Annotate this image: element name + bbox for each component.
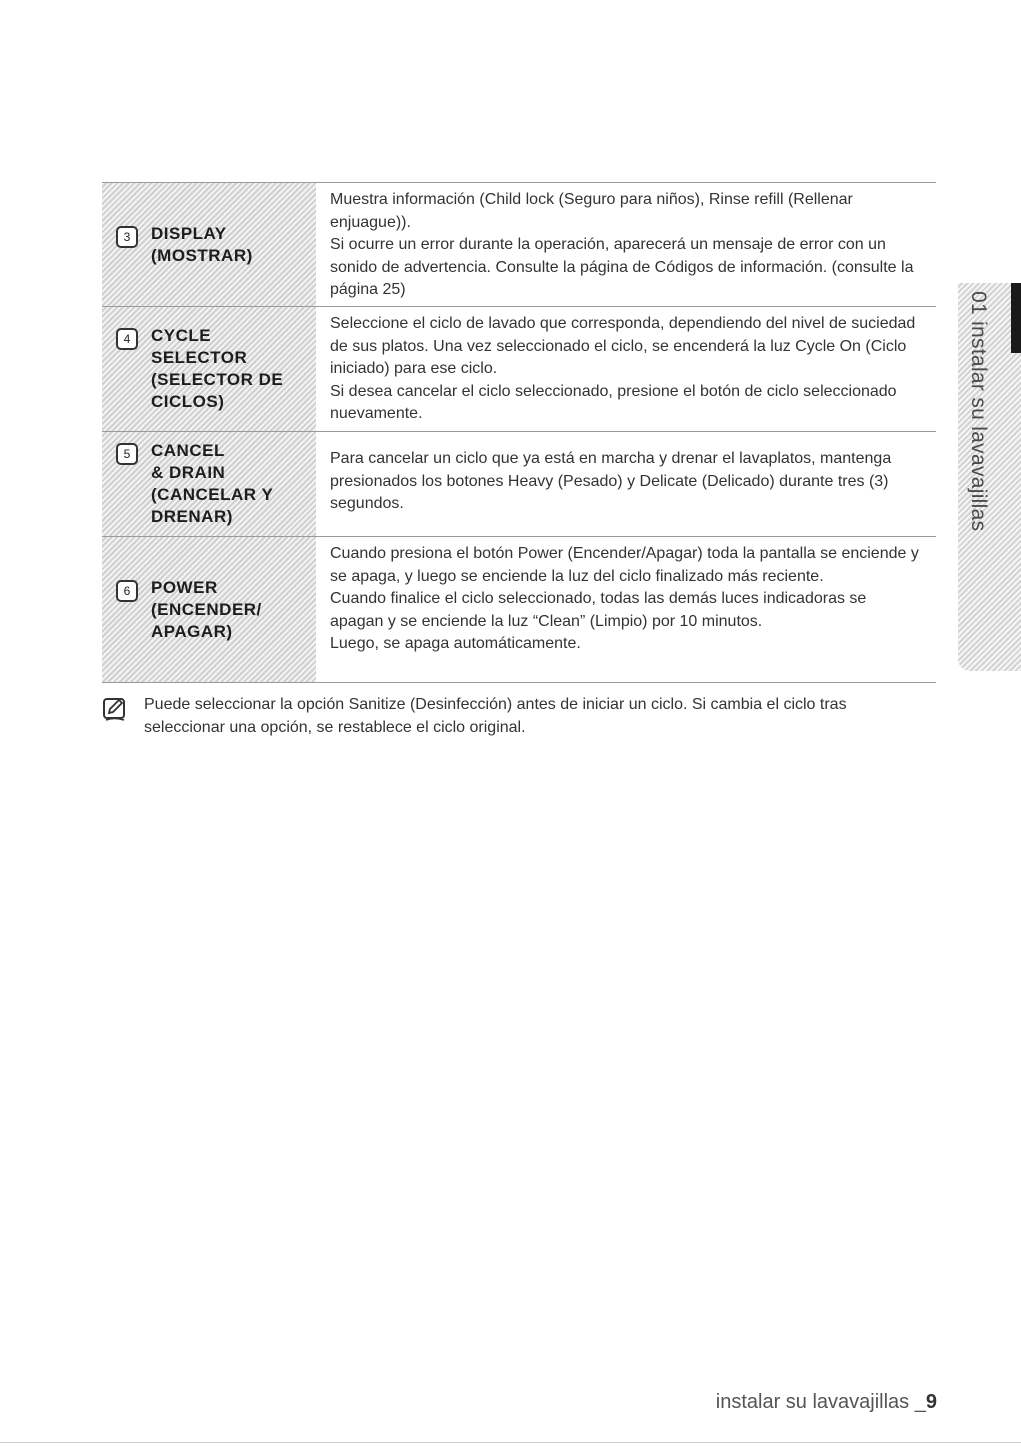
label-line: DISPLAY	[151, 223, 227, 243]
label-line: CANCEL	[151, 441, 225, 460]
label-line: APAGAR)	[151, 621, 233, 641]
label-line: CYCLE	[151, 326, 212, 345]
label-line: DRENAR)	[151, 507, 233, 526]
label-line: (SELECTOR DE	[151, 370, 284, 389]
note-text: Puede seleccionar la opción Sanitize (Desinfección) antes de iniciar un ciclo. Si cambia el ciclo tras seleccionar una opción, se restablece el ciclo original.	[144, 696, 847, 736]
label-line: SELECTOR	[151, 348, 248, 367]
description-cell	[316, 537, 936, 682]
chapter-tab	[958, 283, 1021, 671]
control-label	[151, 440, 273, 528]
number-badge: 4	[116, 328, 138, 350]
description-cell	[316, 432, 936, 536]
description-paragraph: Para cancelar un ciclo que ya está en marcha y drenar el lavaplatos, mantenga presionados los botones Heavy (Pesado) y Delicate (Delicado) durante tres (3) segundos.	[330, 450, 892, 512]
control-label	[151, 577, 262, 643]
label-line: CICLOS)	[151, 392, 225, 411]
bottom-rule	[0, 1442, 1021, 1443]
controls-table	[102, 182, 936, 683]
description-paragraph: Cuando finalice el ciclo seleccionado, todas las demás luces indicadoras se apagan y se enciende la luz “Clean” (Limpio) por 10 minutos.	[330, 590, 867, 630]
label-line: POWER	[151, 577, 218, 597]
chapter-tab-bar	[1011, 283, 1021, 353]
label-line: (MOSTRAR)	[151, 245, 253, 265]
label-cell	[102, 307, 316, 431]
label-line: (CANCELAR Y	[151, 485, 274, 504]
description-cell	[316, 307, 936, 431]
note-icon	[102, 696, 130, 739]
page-number: 9	[925, 1391, 937, 1413]
description-paragraph: Muestra información (Child lock (Seguro para niños), Rinse refill (Rellenar enjuague)).	[330, 191, 853, 231]
number-badge: 3	[116, 226, 138, 248]
label-cell	[102, 537, 316, 682]
control-label	[151, 325, 283, 413]
page-footer	[716, 1391, 937, 1414]
description-paragraph: Si desea cancelar el ciclo seleccionado, presione el botón de ciclo seleccionado nuevamente.	[330, 382, 897, 422]
footer-text: instalar su lavavajillas _	[715, 1391, 926, 1413]
label-cell	[102, 432, 316, 536]
label-line: (ENCENDER/	[151, 599, 262, 619]
table-row	[102, 183, 936, 307]
description-paragraph: Seleccione el ciclo de lavado que corresponda, dependiendo del nivel de suciedad de sus platos. Una vez seleccionado el ciclo, se encenderá la luz Cycle On (Ciclo iniciado) para ese ciclo.	[330, 315, 916, 377]
label-line: & DRAIN	[151, 463, 226, 482]
table-row	[102, 307, 936, 432]
description-cell	[316, 183, 936, 306]
label-cell	[102, 183, 316, 306]
description-paragraph: Luego, se apaga automáticamente.	[330, 635, 581, 652]
note	[102, 694, 922, 739]
description-paragraph: Cuando presiona el botón Power (Encender/Apagar) toda la pantalla se enciende y se apaga, y luego se enciende la luz del ciclo finalizado más reciente.	[330, 545, 919, 585]
table-row	[102, 537, 936, 683]
chapter-tab-text: 01 instalar su lavavajillas	[967, 291, 990, 532]
description-paragraph: Si ocurre un error durante la operación, aparecerá un mensaje de error con un sonido de advertencia. Consulte la página de Códigos de información. (consulte la página 25)	[330, 236, 914, 298]
control-label	[151, 223, 253, 267]
number-badge: 5	[116, 443, 138, 465]
table-row	[102, 432, 936, 537]
number-badge: 6	[116, 580, 138, 602]
